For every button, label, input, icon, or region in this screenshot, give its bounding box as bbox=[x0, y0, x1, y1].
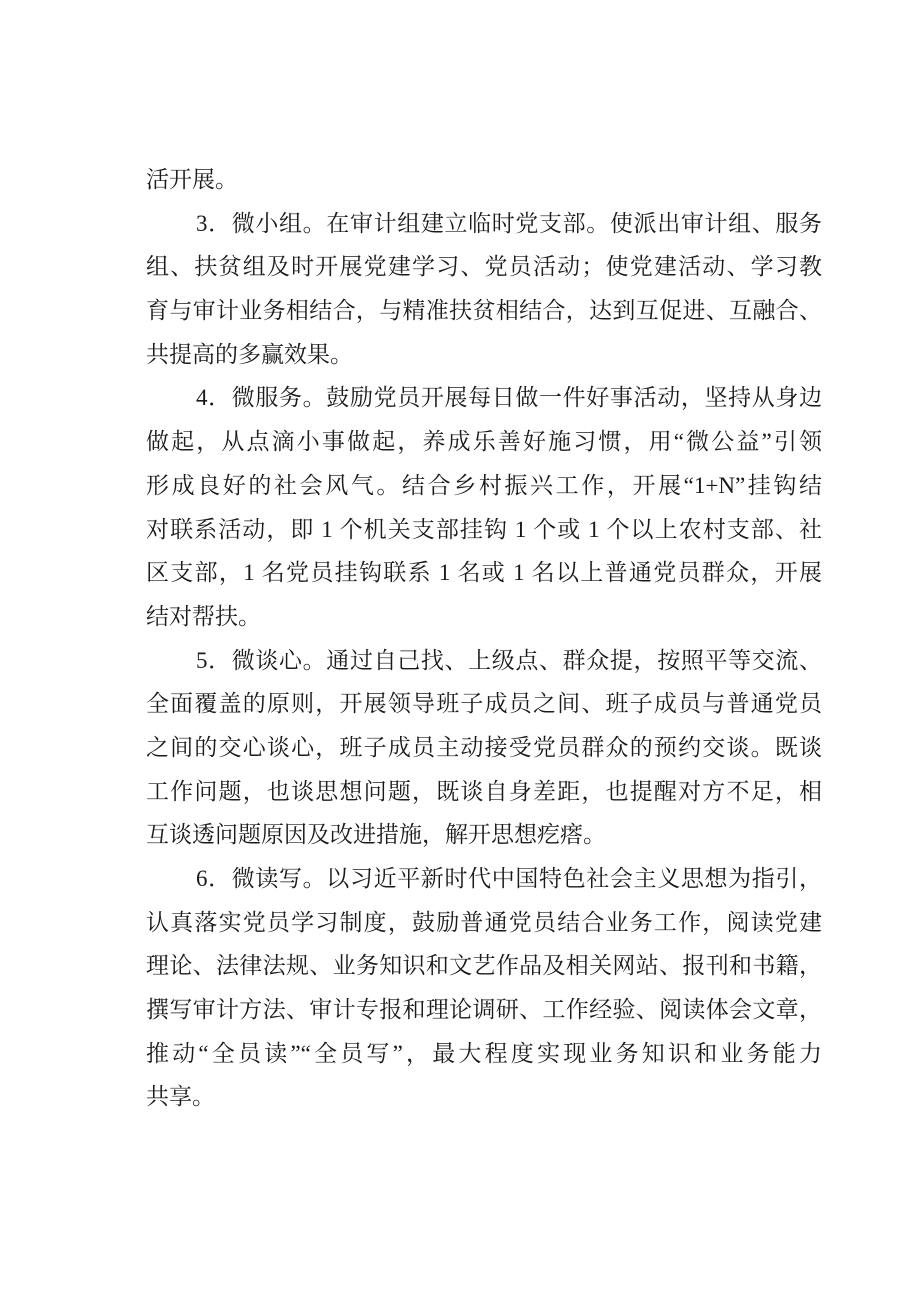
text-line: 互谈透问题原因及改进措施，解开思想疙瘩。 bbox=[146, 822, 606, 848]
text-line: 之间的交心谈心，班子成员主动接受党员群众的预约交谈。既谈 bbox=[146, 734, 822, 760]
paragraph-6-micro-readwrite bbox=[146, 857, 822, 1119]
text-line: 结对帮扶。 bbox=[146, 603, 261, 629]
text-line: 形成良好的社会风气。结合乡村振兴工作，开展“1+N”挂钩结 bbox=[146, 472, 822, 498]
text-line: 工作问题，也谈思想问题，既谈自身差距，也提醒对方不足，相 bbox=[146, 778, 822, 804]
text-line: 4．微服务。鼓励党员开展每日做一件好事活动，坚持从身边 bbox=[196, 385, 822, 411]
text-line: 做起，从点滴小事做起，养成乐善好施习惯，用“微公益”引领 bbox=[146, 429, 822, 455]
text-line: 共享。 bbox=[146, 1084, 215, 1110]
text-line: 育与审计业务相结合，与精准扶贫相结合，达到互促进、互融合、 bbox=[146, 298, 822, 324]
paragraph-continuation bbox=[146, 158, 822, 202]
text-line: 全面覆盖的原则，开展领导班子成员之间、班子成员与普通党员 bbox=[146, 691, 822, 717]
text-line: 活开展。 bbox=[146, 167, 238, 192]
paragraph-4-micro-service bbox=[146, 376, 822, 638]
text-line: 理论、法律法规、业务知识和文艺作品及相关网站、报刊和书籍， bbox=[146, 953, 822, 979]
text-line: 推动“全员读”“全员写”，最大程度实现业务知识和业务能力 bbox=[146, 1040, 822, 1066]
text-line: 共提高的多赢效果。 bbox=[146, 341, 353, 367]
text-line: 撰写审计方法、审计专报和理论调研、工作经验、阅读体会文章， bbox=[146, 997, 822, 1023]
text-line: 组、扶贫组及时开展党建学习、党员活动；使党建活动、学习教 bbox=[146, 254, 822, 280]
text-line: 3．微小组。在审计组建立临时党支部。使派出审计组、服务 bbox=[196, 210, 822, 236]
document-text-block bbox=[146, 158, 822, 1119]
text-line: 6．微读写。以习近平新时代中国特色社会主义思想为指引， bbox=[196, 866, 822, 891]
text-line: 区支部，1 名党员挂钩联系 1 名或 1 名以上普通党员群众，开展 bbox=[146, 560, 822, 586]
text-line: 认真落实党员学习制度，鼓励普通党员结合业务工作，阅读党建 bbox=[146, 909, 822, 935]
paragraph-5-micro-talk bbox=[146, 639, 822, 857]
text-line: 对联系活动，即 1 个机关支部挂钩 1 个或 1 个以上农村支部、社 bbox=[146, 516, 822, 542]
text-line: 5．微谈心。通过自己找、上级点、群众提，按照平等交流、 bbox=[196, 647, 822, 673]
paragraph-3-micro-group bbox=[146, 202, 822, 377]
